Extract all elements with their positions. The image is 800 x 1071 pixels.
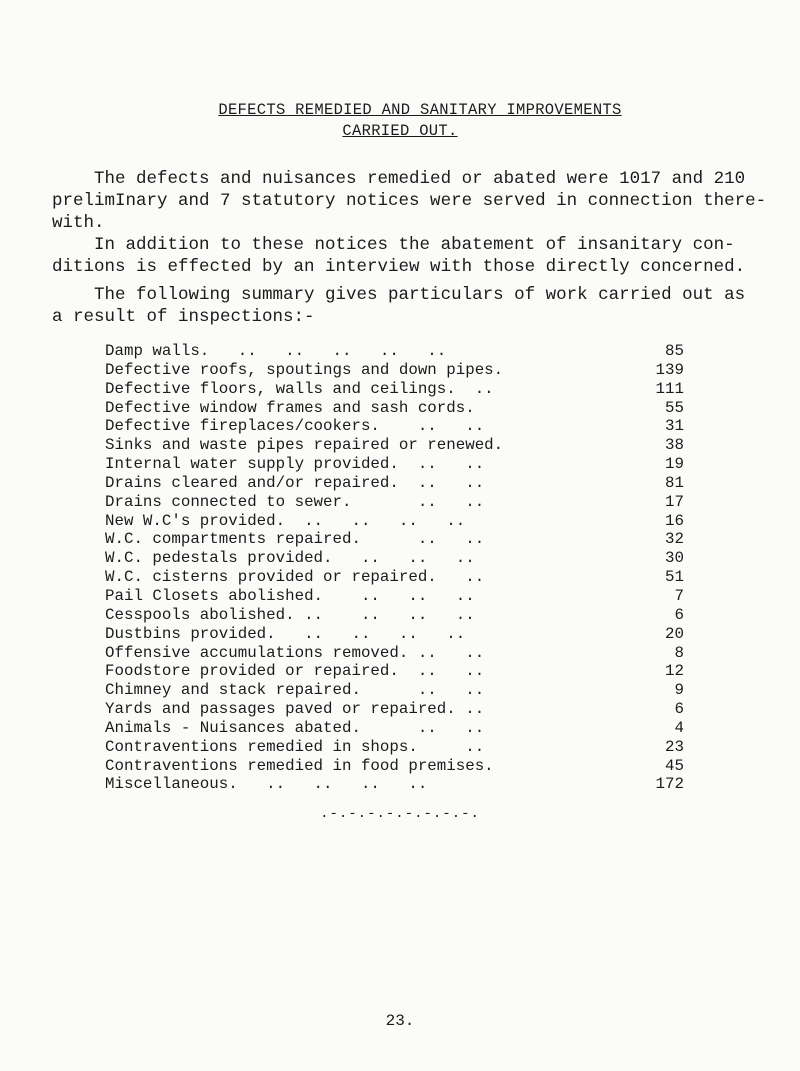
summary-row-value: 20 (665, 624, 684, 643)
summary-row-value: 7 (674, 586, 684, 605)
summary-row-value: 9 (674, 681, 684, 700)
summary-row-label: Foodstore provided or repaired. .. .. (105, 662, 485, 681)
summary-row (105, 644, 685, 663)
summary-row (105, 493, 685, 512)
summary-row-label: Internal water supply provided. .. .. (105, 455, 485, 474)
paragraph-summary-intro: The following summary gives particulars of work carried out as a result of inspections:- (52, 285, 746, 327)
divider-dashes: .-.-.-.-.-.-.-.-. (320, 806, 480, 822)
summary-row-label: W.C. pedestals provided. .. .. .. (105, 549, 475, 568)
summary-row-value: 23 (665, 737, 684, 756)
summary-row (105, 738, 685, 757)
summary-row-value: 51 (665, 568, 684, 587)
summary-row-label: Contraventions remedied in food premises. (105, 756, 494, 775)
summary-row (105, 719, 685, 738)
summary-row (105, 700, 685, 719)
summary-row-label: Pail Closets abolished. .. .. .. (105, 586, 475, 605)
summary-row-value: 31 (665, 417, 684, 436)
summary-row (105, 417, 685, 436)
summary-row-label: New W.C's provided. .. .. .. .. (105, 511, 466, 530)
summary-row-label: Chimney and stack repaired. .. .. (105, 681, 485, 700)
page-number: 23. (385, 1012, 415, 1030)
summary-row-value: 4 (674, 718, 684, 737)
summary-row-value: 30 (665, 549, 684, 568)
summary-row-value: 139 (655, 360, 684, 379)
summary-row-value: 19 (665, 455, 684, 474)
summary-row (105, 625, 685, 644)
summary-row-value: 172 (655, 775, 684, 794)
summary-row-value: 38 (665, 436, 684, 455)
heading-line-2: CARRIED OUT. (342, 122, 458, 140)
summary-row-label: Defective floors, walls and ceilings. .. (105, 379, 494, 398)
summary-row-value: 6 (674, 605, 684, 624)
summary-row (105, 380, 685, 399)
summary-row (105, 474, 685, 493)
summary-row-label: Miscellaneous. .. .. .. .. (105, 775, 428, 794)
summary-row-label: Defective window frames and sash cords. (105, 398, 475, 417)
summary-row (105, 549, 685, 568)
summary-row-label: Sinks and waste pipes repaired or renewed. (105, 436, 504, 455)
summary-row-value: 81 (665, 473, 684, 492)
summary-row (105, 530, 685, 549)
heading-line-1: DEFECTS REMEDIED AND SANITARY IMPROVEMENTS (218, 101, 622, 119)
summary-row (105, 361, 685, 380)
summary-row (105, 757, 685, 776)
summary-row-value: 111 (655, 379, 684, 398)
summary-row-label: Yards and passages paved or repaired. .. (105, 700, 485, 719)
summary-row (105, 512, 685, 531)
summary-row-label: Defective fireplaces/cookers. .. .. (105, 417, 485, 436)
summary-row-label: Cesspools abolished. .. .. .. .. (105, 605, 475, 624)
summary-row-value: 12 (665, 662, 684, 681)
summary-row (105, 587, 685, 606)
paragraph-notices: In addition to these notices the abatement of insanitary con- ditions is effected by an interview with those directly concerned. (52, 235, 746, 277)
summary-row-label: Damp walls. .. .. .. .. .. (105, 342, 447, 360)
summary-row (105, 342, 685, 361)
summary-row (105, 775, 685, 794)
summary-row-value: 32 (665, 530, 684, 549)
summary-row (105, 662, 685, 681)
paragraph-defects: The defects and nuisances remedied or abated were 1017 and 210 prelimInary and 7 statutory notices were served in connection there- with. (52, 169, 767, 233)
summary-row (105, 681, 685, 700)
summary-row-label: W.C. compartments repaired. .. .. (105, 530, 485, 549)
summary-row-label: W.C. cisterns provided or repaired. .. (105, 568, 485, 587)
summary-row-value: 85 (665, 342, 684, 360)
summary-row-value: 17 (665, 492, 684, 511)
summary-row-value: 8 (674, 643, 684, 662)
summary-row (105, 436, 685, 455)
summary-row (105, 399, 685, 418)
summary-row (105, 568, 685, 587)
summary-row-label: Animals - Nuisances abated. .. .. (105, 718, 485, 737)
summary-row-label: Defective roofs, spoutings and down pipes. (105, 360, 504, 379)
summary-row-value: 55 (665, 398, 684, 417)
summary-row-label: Drains cleared and/or repaired. .. .. (105, 473, 485, 492)
summary-row (105, 455, 685, 474)
summary-row-value: 16 (665, 511, 684, 530)
summary-row-value: 45 (665, 756, 684, 775)
summary-row-label: Offensive accumulations removed. .. .. (105, 643, 485, 662)
summary-row-label: Dustbins provided. .. .. .. .. (105, 624, 466, 643)
summary-row-value: 6 (674, 700, 684, 719)
summary-row (105, 606, 685, 625)
summary-row-label: Contraventions remedied in shops. .. (105, 737, 485, 756)
summary-list (105, 342, 685, 794)
summary-row-label: Drains connected to sewer. .. .. (105, 492, 485, 511)
